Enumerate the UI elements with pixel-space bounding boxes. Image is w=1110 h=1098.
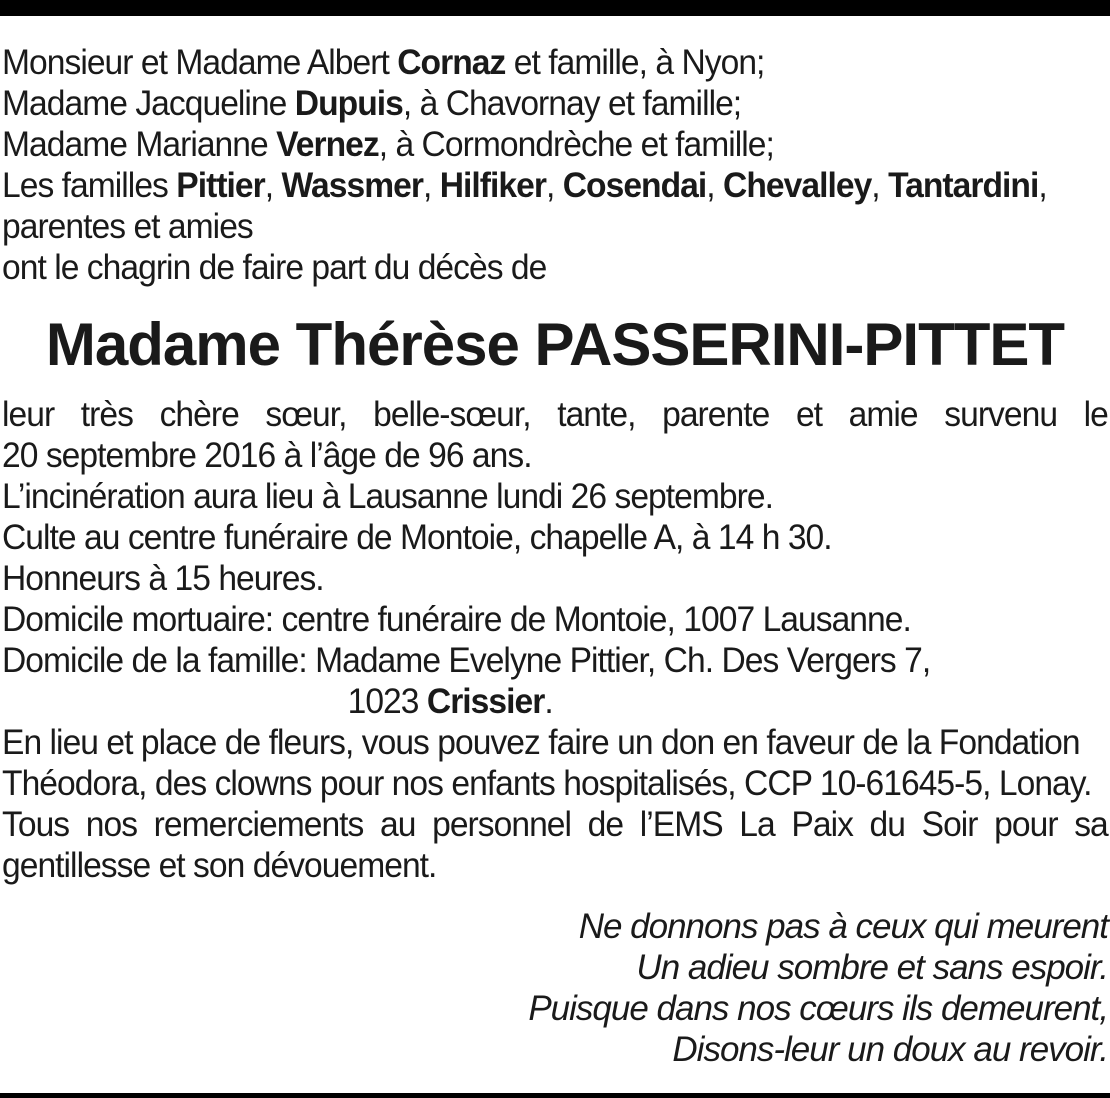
family-line-2 bbox=[2, 83, 1108, 124]
notice-line-2: 20 septembre 2016 à l’âge de 96 ans. bbox=[2, 436, 532, 475]
punctuation: , bbox=[1038, 166, 1047, 205]
incineration-line: L’incinération aura lieu à Lausanne lundi 26 septembre. bbox=[2, 477, 773, 516]
family-text: et famille, à Nyon; bbox=[505, 43, 765, 82]
punctuation: , bbox=[264, 166, 282, 205]
punctuation: , bbox=[706, 166, 724, 205]
deceased-name: Madame Thérèse PASSERINI-PITTET bbox=[45, 311, 1065, 378]
family-surname: Wassmer bbox=[281, 166, 423, 205]
word: Tous bbox=[2, 805, 70, 844]
word: l’EMS bbox=[639, 805, 723, 844]
poem-line: Ne donnons pas à ceux qui meurent bbox=[578, 907, 1108, 946]
word: Soir bbox=[921, 805, 978, 844]
family-text: Madame Jacqueline bbox=[2, 84, 295, 123]
family-line-5: parentes et amies bbox=[2, 207, 253, 246]
family-text: Les familles bbox=[2, 166, 177, 205]
family-surname: Cornaz bbox=[397, 43, 506, 82]
word: sa bbox=[1074, 805, 1108, 844]
locality: Crissier bbox=[426, 682, 545, 721]
domicile-famille-line: Domicile de la famille: Madame Evelyne Pittier, Ch. Des Vergers 7, bbox=[2, 641, 931, 680]
word: et bbox=[795, 395, 823, 434]
word: parente bbox=[662, 395, 770, 434]
family-surname: Chevalley bbox=[723, 166, 872, 205]
family-surname: Hilfiker bbox=[439, 166, 546, 205]
word: personnel bbox=[432, 805, 572, 844]
family-announcement bbox=[2, 42, 1108, 288]
word: pour bbox=[994, 805, 1058, 844]
family-text: , à Chavornay et famille; bbox=[402, 84, 742, 123]
family-line-1 bbox=[2, 42, 1108, 83]
word: le bbox=[1083, 395, 1108, 434]
word: remerciements bbox=[153, 805, 364, 844]
word: tante, bbox=[557, 395, 636, 434]
word: chère bbox=[159, 395, 239, 434]
word: amie bbox=[848, 395, 918, 434]
top-rule bbox=[0, 0, 1110, 16]
family-surname: Dupuis bbox=[294, 84, 403, 123]
word: nos bbox=[85, 805, 138, 844]
family-surname: Vernez bbox=[276, 125, 379, 164]
thanks-line-1 bbox=[2, 804, 1108, 845]
punctuation: . bbox=[544, 682, 553, 721]
domicile-mortuaire-line: Domicile mortuaire: centre funéraire de Montoie, 1007 Lausanne. bbox=[2, 600, 911, 639]
poem-line: Disons-leur un doux au revoir. bbox=[672, 1030, 1108, 1069]
word: belle-sœur, bbox=[373, 395, 531, 434]
family-text: Madame Marianne bbox=[2, 125, 277, 164]
word: leur bbox=[2, 395, 55, 434]
family-surname: Cosendai bbox=[562, 166, 707, 205]
family-text: , à Cormondrèche et famille; bbox=[378, 125, 774, 164]
honneurs-line: Honneurs à 15 heures. bbox=[2, 559, 324, 598]
notice-line-1 bbox=[2, 394, 1108, 435]
poem bbox=[528, 906, 1108, 1070]
poem-line: Un adieu sombre et sans espoir. bbox=[636, 948, 1108, 987]
word: sœur, bbox=[265, 395, 347, 434]
word: Paix bbox=[791, 805, 853, 844]
family-surname: Pittier bbox=[176, 166, 265, 205]
notice-body bbox=[2, 394, 1108, 886]
poem-line: Puisque dans nos cœurs ils demeurent, bbox=[528, 989, 1108, 1028]
punctuation: , bbox=[871, 166, 889, 205]
postal-code: 1023 bbox=[347, 682, 427, 721]
thanks-line-2: gentillesse et son dévouement. bbox=[2, 846, 437, 885]
family-line-4 bbox=[2, 165, 1108, 206]
family-text: Monsieur et Madame Albert bbox=[2, 43, 398, 82]
word: La bbox=[739, 805, 775, 844]
family-line-3 bbox=[2, 124, 1108, 165]
family-line-6: ont le chagrin de faire part du décès de bbox=[2, 248, 547, 287]
word: de bbox=[587, 805, 624, 844]
domicile-famille-line-2 bbox=[2, 681, 1108, 722]
punctuation: , bbox=[545, 166, 563, 205]
punctuation: , bbox=[422, 166, 440, 205]
donation-line-2: Théodora, des clowns pour nos enfants hospitalisés, CCP 10-61645-5, Lonay. bbox=[2, 764, 1092, 803]
donation-line-1: En lieu et place de fleurs, vous pouvez faire un don en faveur de la Fondation bbox=[2, 723, 1080, 762]
word: survenu bbox=[944, 395, 1058, 434]
word: du bbox=[869, 805, 905, 844]
word: au bbox=[380, 805, 416, 844]
bottom-rule bbox=[0, 1093, 1110, 1098]
culte-line: Culte au centre funéraire de Montoie, chapelle A, à 14 h 30. bbox=[2, 518, 832, 557]
word: très bbox=[80, 395, 133, 434]
family-surname: Tantardini bbox=[888, 166, 1039, 205]
